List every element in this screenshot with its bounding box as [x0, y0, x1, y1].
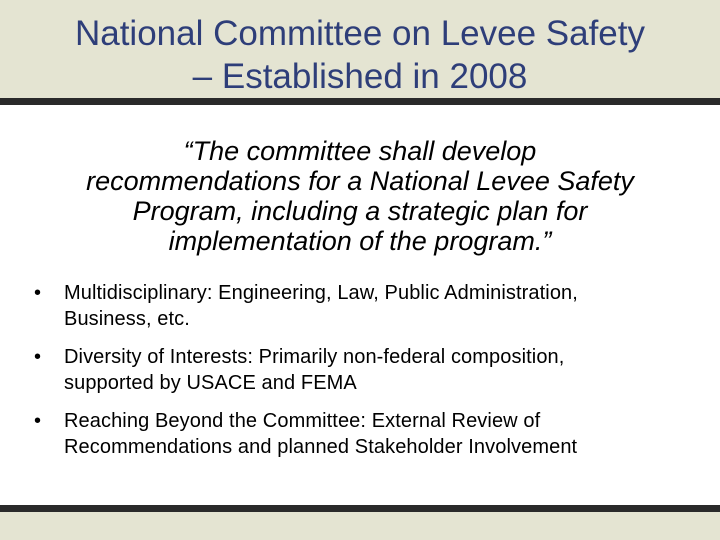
- footer-divider: [0, 505, 720, 512]
- bullet-text-line-2: Business, etc.: [64, 308, 190, 330]
- header-divider: [0, 98, 720, 105]
- bullet-list: [30, 280, 700, 472]
- bullet-text-line-2: supported by USACE and FEMA: [64, 372, 357, 394]
- slide-footer: [0, 505, 720, 540]
- slide-title: [20, 12, 700, 98]
- slide-title-line-2: – Established in 2008: [192, 57, 528, 96]
- quote-line-4: implementation of the program.”: [168, 226, 552, 256]
- bullet-text-line-2: Recommendations and planned Stakeholder Involvement: [64, 436, 578, 458]
- slide-title-line-1: National Committee on Levee Safety: [74, 14, 646, 53]
- bullet-item-reaching-beyond: [30, 408, 700, 460]
- bullet-text-line-1: Multidisciplinary: Engineering, Law, Public Administration,: [64, 282, 578, 304]
- quote-line-2: recommendations for a National Levee Safety: [86, 166, 634, 196]
- bullet-marker: •: [34, 282, 42, 304]
- bullet-marker: •: [34, 410, 42, 432]
- quote-line-3: Program, including a strategic plan for: [132, 196, 588, 226]
- quote-line-1: “The committee shall develop: [183, 136, 537, 166]
- committee-quote: [40, 136, 680, 256]
- bullet-text-line-1: Diversity of Interests: Primarily non-federal composition,: [64, 346, 565, 368]
- bullet-marker: •: [34, 346, 42, 368]
- bullet-item-diversity: [30, 344, 700, 396]
- slide-header: [0, 0, 720, 98]
- bullet-text-line-1: Reaching Beyond the Committee: External Review of: [64, 410, 541, 432]
- bullet-item-multidisciplinary: [30, 280, 700, 332]
